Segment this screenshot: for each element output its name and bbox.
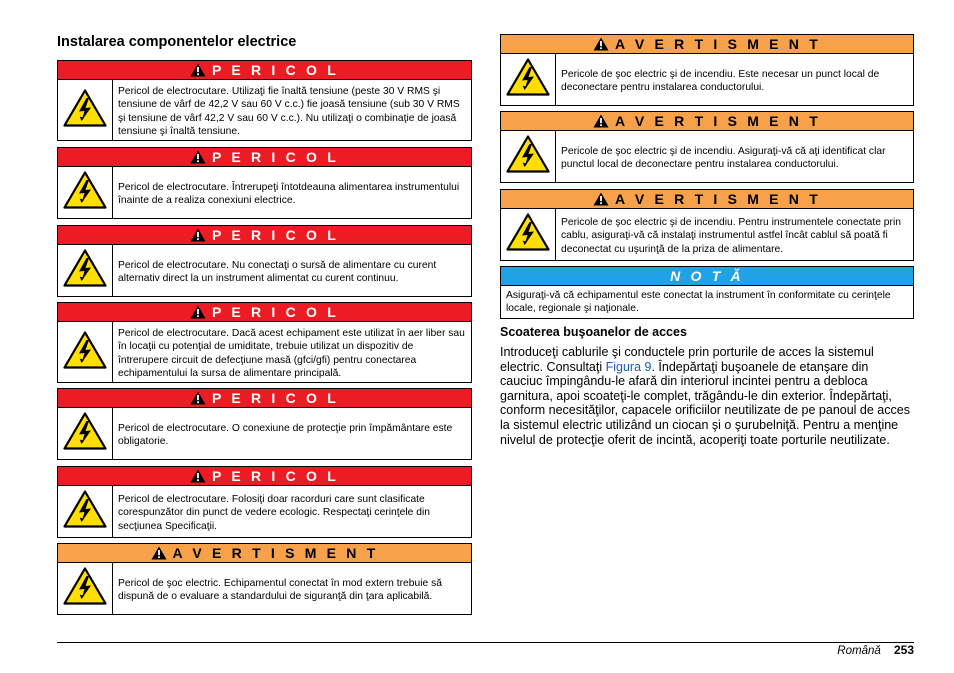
alert-triangle-icon <box>190 391 206 405</box>
warning-label: A V E R T I S M E N T <box>172 545 379 561</box>
footer-rule <box>57 642 914 643</box>
page-number: 253 <box>893 643 914 657</box>
danger-text: Pericol de electrocutare. O conexiune de protecţie prin împământare este obligatorie. <box>118 422 453 447</box>
warning-box <box>57 543 472 615</box>
danger-box <box>57 147 472 219</box>
electrical-hazard-icon <box>506 135 550 178</box>
danger-box <box>57 225 472 297</box>
alert-triangle-icon <box>190 305 206 319</box>
danger-header <box>58 226 471 245</box>
danger-text: Pericol de electrocutare. Folosiţi doar racorduri care sunt clasificate corespunzător din punct de vedere ecologic. Respectaţi cerinţele din secţiunea Specificaţii. <box>118 494 430 532</box>
note-text: Asiguraţi-vă că echipamentul este conectat la instrument în conformitate cu cerinţele locale, regionale şi naţionale. <box>506 290 891 315</box>
alert-triangle-icon <box>593 114 609 128</box>
body-paragraph <box>500 345 910 447</box>
section-title: Instalarea componentelor electrice <box>57 34 297 50</box>
danger-box <box>57 302 472 383</box>
electrical-hazard-icon <box>63 567 107 610</box>
warning-label: A V E R T I S M E N T <box>615 191 821 207</box>
warning-text: Pericole de şoc electric şi de incendiu. Este necesar un punct local de deconectare pentru instalarea conductorului. <box>561 68 880 93</box>
danger-header <box>58 303 471 322</box>
danger-box <box>57 466 472 538</box>
warning-header <box>58 544 471 563</box>
warning-text: Pericol de şoc electric. Echipamentul conectat în mod extern trebuie să dispună de o evaluare a standardului de siguranţă din ţara aplicabilă. <box>118 577 442 602</box>
electrical-hazard-icon <box>506 213 550 256</box>
danger-text: Pericol de electrocutare. Dacă acest echipament este utilizat în aer liber sau în locaţii cu potenţial de umiditate, trebuie utilizat un dispozitiv de întrerupere circuit de defecţiune masă (gfci/gfi) pentru conectarea echipamentului la sursa de alimentare principală. <box>118 328 465 379</box>
warning-text: Pericole de şoc electric şi de incendiu. Pentru instrumentele conectate prin cablu, asiguraţi-vă că instalaţi instrumentul astfel încât cablul să poată fi deconectat cu uşurinţă de la priza de alimentare. <box>561 217 901 255</box>
note-box <box>500 266 914 319</box>
danger-header <box>58 389 471 408</box>
electrical-hazard-icon <box>63 412 107 455</box>
danger-text: Pericol de electrocutare. Nu conectaţi o sursă de alimentare cu curent alternativ direct la un instrument alimentat cu curent continuu. <box>118 259 437 284</box>
electrical-hazard-icon <box>63 171 107 214</box>
footer <box>837 643 914 657</box>
paragraph-text-start: Introduceţi cablurile şi conductele prin porturile de acces la sistemul electric. Consultaţi <box>500 345 874 374</box>
danger-header <box>58 61 471 80</box>
electrical-hazard-icon <box>63 89 107 132</box>
electrical-hazard-icon <box>63 490 107 533</box>
danger-text: Pericol de electrocutare. Utilizaţi fie înaltă tensiune (peste 30 V RMS şi tensiune de vârf de 42,2 V sau 60 V c.c.) fie joasă tensiune (sub 30 V RMS şi tensiune de vârf 42,2 V sau 60 V c.c.). Nu utilizaţi o combinaţie de joasă tensiune şi înaltă tensiune. <box>118 86 460 137</box>
electrical-hazard-icon <box>506 58 550 101</box>
danger-box <box>57 388 472 460</box>
warning-header <box>501 190 913 209</box>
danger-header <box>58 148 471 167</box>
warning-label: A V E R T I S M E N T <box>615 36 821 52</box>
subheading: Scoaterea buşoanelor de acces <box>500 325 687 339</box>
paragraph-text-end: . Îndepărtaţi buşoanele de etanşare din cauciuc împingându-le afară din interiorul incintei pentru a debloca garnitura, apoi scoateţi-le complet, trăgându-le din exterior. Îndepărtaţi, conform necesităţilor, capacele orificiilor neutilizate de pe panoul de acces la sistemul electric utilizând un ciocan şi o şurubelniţă. Pentru a menţine nivelul de protecţie oferit de incintă, acoperiţi toate porturile neutilizate. <box>500 359 910 447</box>
warning-box <box>500 111 914 183</box>
figure-link[interactable]: Figura 9 <box>605 359 652 374</box>
danger-text: Pericol de electrocutare. Întrerupeţi întotdeauna alimentarea instrumentului înainte de a realiza conexiuni electrice. <box>118 181 460 206</box>
electrical-hazard-icon <box>63 331 107 374</box>
danger-label: P E R I C O L <box>212 468 339 484</box>
danger-label: P E R I C O L <box>212 62 339 78</box>
footer-language: Română <box>837 645 881 657</box>
alert-triangle-icon <box>190 469 206 483</box>
danger-label: P E R I C O L <box>212 304 339 320</box>
alert-triangle-icon <box>190 150 206 164</box>
danger-label: P E R I C O L <box>212 227 339 243</box>
note-header <box>501 267 913 286</box>
alert-triangle-icon <box>190 63 206 77</box>
note-label: N O T Ă <box>670 268 744 284</box>
danger-label: P E R I C O L <box>212 390 339 406</box>
alert-triangle-icon <box>190 228 206 242</box>
alert-triangle-icon <box>593 192 609 206</box>
warning-header <box>501 112 913 131</box>
warning-header <box>501 35 913 54</box>
danger-box <box>57 60 472 141</box>
electrical-hazard-icon <box>63 249 107 292</box>
danger-header <box>58 467 471 486</box>
alert-triangle-icon <box>593 37 609 51</box>
warning-label: A V E R T I S M E N T <box>615 113 821 129</box>
danger-label: P E R I C O L <box>212 149 339 165</box>
alert-triangle-icon <box>151 546 167 560</box>
warning-box <box>500 34 914 106</box>
warning-text: Pericole de şoc electric şi de incendiu. Asiguraţi-vă că aţi identificat clar punctul local de deconectare pentru instalarea conductorului. <box>561 145 886 170</box>
warning-box <box>500 189 914 261</box>
